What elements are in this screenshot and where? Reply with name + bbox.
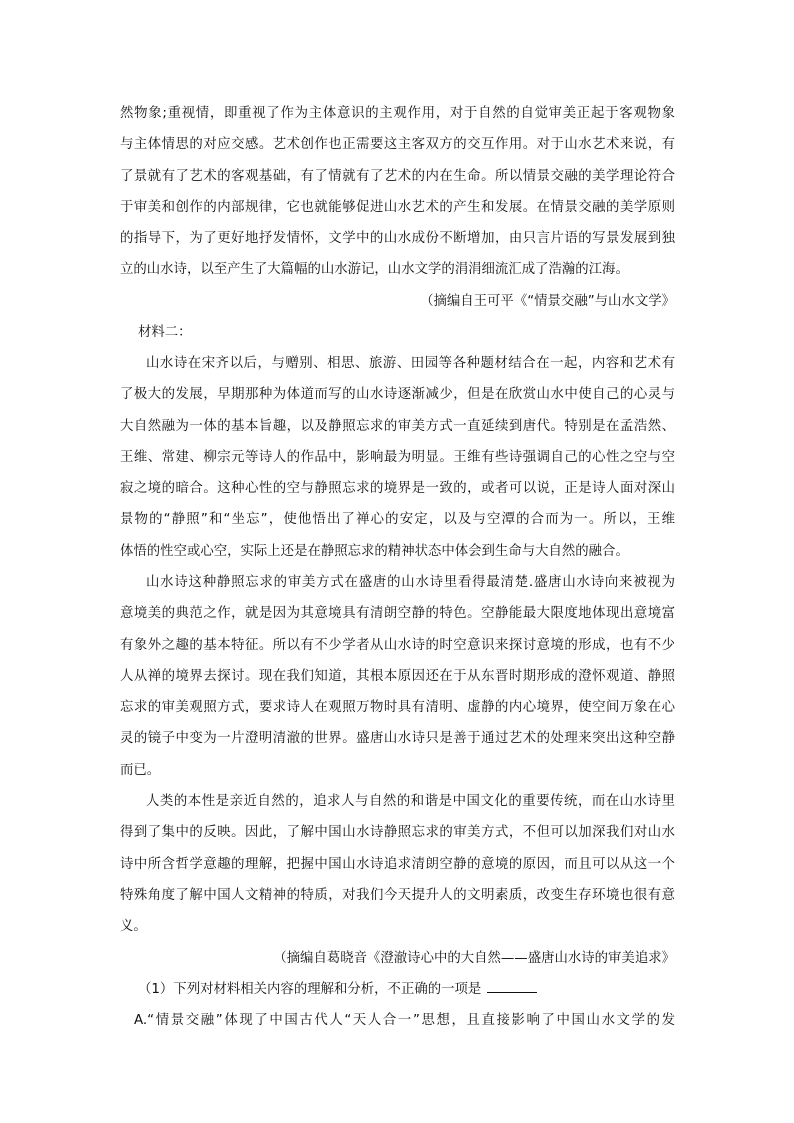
paragraph-material2-2 (120, 567, 675, 786)
text-line: 了景就有了艺术的客观基础，有了情就有了艺术的内在生命。所以情景交融的美学理论符合 (120, 168, 675, 184)
paragraph-material1-end (120, 98, 675, 286)
text-line: 意境美的典范之作，就是因为其意境具有清朗空静的特色。空静能最大限度地体现出意境富 (120, 606, 675, 622)
text-line: 特殊角度了解中国人文精神的特质，对我们今天提升人的文明素质，改变生存环境也很有意 (120, 887, 675, 903)
text-line: 人从禅的境界去探讨。现在我们知道，其根本原因还在于从东晋时期形成的澄怀观道、静照 (120, 668, 675, 684)
text-line: 有象外之趣的基本特征。所以有不少学者从山水诗的时空意识来探讨意境的形成，也有不少 (120, 637, 675, 653)
answer-blank[interactable] (487, 978, 537, 993)
text-line: 得到了集中的反映。因此，了解中国山水诗静照忘求的审美方式，不但可以加深我们对山水 (120, 825, 675, 841)
text-line: 了极大的发展，早期那种为体道而写的山水诗逐渐减少，但是在欣赏山水中使自己的心灵与 (120, 387, 675, 403)
text-line: 然物象;重视情，即重视了作为主体意识的主观作用，对于自然的自觉审美正起于客观物象 (120, 106, 675, 121)
text-line: 王维、常建、柳宗元等诗人的作品中，影响最为明显。王维有些诗强调自己的心性之空与空 (120, 449, 675, 465)
text-line: 的指导下，为了更好地抒发情怀，文学中的山水成份不断增加，由只言片语的写景发展到独 (120, 231, 675, 247)
text-line: 寂之境的暗合。这种心性的空与静照忘求的境界是一致的，或者可以说，正是诗人面对深山 (120, 481, 675, 497)
text-line: 大自然融为一体的基本旨趣，以及静照忘求的审美方式一直延续到唐代。特别是在孟浩然、 (120, 418, 675, 434)
text-line: 与主体情思的对应交感。艺术创作也正需要这主客双方的交互作用。对于山水艺术来说，有 (120, 137, 675, 153)
text-line: 山水诗这种静照忘求的审美方式在盛唐的山水诗里看得最清楚.盛唐山水诗向来被视为 (146, 575, 675, 590)
text-line: 山水诗在宋齐以后，与赠别、相思、旅游、田园等各种题材结合在一起，内容和艺术有 (146, 356, 675, 371)
text-line: 立的山水诗，以至产生了大篇幅的山水游记，山水文学的涓涓细流汇成了浩瀚的江海。 (120, 262, 629, 278)
source-citation-2: （摘编自葛晓音《澄澈诗心中的大自然——盛唐山水诗的审美追求》 (273, 951, 675, 966)
text-line: 灵的镜子中变为一片澄明清澈的世界。盛唐山水诗只是善于通过艺术的处理来突出这种空静 (120, 731, 675, 747)
source-citation-1: （摘编自王可平《“情景交融”与山水文学》 (420, 294, 675, 309)
text-line: 于审美和创作的内部规律，它也就能够促进山水艺术的产生和发展。在情景交融的美学原则 (120, 199, 675, 215)
paragraph-material2-3 (120, 786, 675, 942)
text-line: 忘求的审美观照方式，要求诗人在观照万物时具有清明、虚静的内心境界，使空间万象在心 (120, 700, 675, 716)
text-line: 义。 (120, 919, 147, 935)
text-line: 人类的本性是亲近自然的，追求人与自然的和谐是中国文化的重要传统，而在山水诗里 (146, 794, 675, 809)
material2-label: 材料二： (138, 325, 192, 340)
text-line: 诗中所含哲学意趣的理解，把握中国山水诗追求清朗空静的意境的原因，而且可以从这一个 (120, 856, 675, 872)
question-1-text: （1）下列对材料相关内容的理解和分析，不正确的一项是 (138, 982, 482, 997)
text-line: 体悟的性空或心空，实际上还是在静照忘求的精神状态中体会到生命与大自然的融合。 (120, 543, 629, 559)
question-1 (138, 974, 678, 1005)
option-a-text: A.“情景交融”体现了中国古代人“天人合一”思想，且直接影响了中国山水文学的发 (134, 1013, 675, 1028)
paragraph-material2-1 (120, 348, 675, 567)
option-a (134, 1005, 675, 1036)
text-line: 景物的“静照”和“坐忘”，使他悟出了禅心的安定，以及与空潭的合而为一。所以，王维 (120, 512, 675, 528)
text-line: 而已。 (120, 762, 161, 778)
